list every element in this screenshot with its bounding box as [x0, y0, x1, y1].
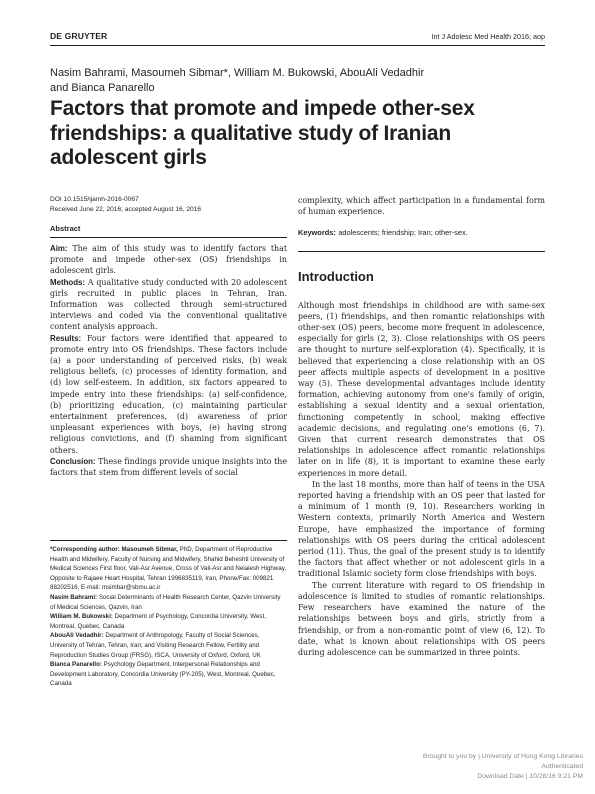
- affiliation-3-name: AbouAli Vedadhir:: [50, 632, 104, 640]
- abstract-rule: [50, 237, 287, 238]
- aim-text: The aim of this study was to identify factors that promote and impede other-sex (OS) friendships in adolescent girls.: [50, 244, 287, 276]
- intro-paragraph-3: The current literature with regard to OS friendship in adolescence is limited to studies of romantic relationships. Few researchers have examined the nature of the relationships between boys and girls, strictly from a friendship, or from a non-romantic point of view (6, 12). To date, what is known about relationships with OS peers during adolescence can be summarized in three points.: [298, 580, 545, 657]
- abstract-conclusion: [50, 456, 287, 478]
- affiliation-2-name: William M. Bukowski:: [50, 613, 113, 621]
- watermark-line-3: Download Date | 10/28/16 9:21 PM: [477, 773, 583, 781]
- abstract-continued: complexity, which affect participation in a fundamental form of human experience.: [298, 196, 545, 217]
- conclusion-text: These findings provide unique insights into the factors that stem from different levels of social: [50, 456, 287, 478]
- footnote-rule: [50, 540, 287, 541]
- received-dates: Received June 22, 2016; accepted August 16, 2016: [50, 206, 202, 213]
- affiliation-3-text: Department of Anthropology, Faculty of Social Sciences, University of Tehran, Tehran, Iran; and Visiting Research Fellow, Fertility and Reproduction Studies Group (FRSG), ISCA, University of Oxford, Oxford, UK: [50, 632, 261, 659]
- footnote-affiliation-2: [50, 612, 287, 631]
- abstract-heading: Abstract: [50, 224, 81, 233]
- footnote-affiliation-3: [50, 631, 287, 660]
- corresponding-text: PhD, Department of Reproductive Health and Midwifery, Faculty of Nursing and Midwifery, Shahid Beheshti University of Medical Sciences First floor, Vali-Asr Avenue, Cross of Vali-Asr and Neiaiesh Highway, Opposite to Rajaee Heart Hospital, Tehran 1996835119, Iran, Phone/Fax: 009821 88202516, E-mail: msimbar@sbmu.ac.ir: [50, 546, 287, 592]
- corresponding-label: *Corresponding author: Masoumeh Sibmar,: [50, 546, 178, 553]
- publisher-name: DE GRUYTER: [50, 31, 108, 41]
- download-watermark: [343, 752, 583, 783]
- introduction-heading: Introduction: [298, 268, 374, 284]
- abstract-results: [50, 333, 287, 456]
- conclusion-label: Conclusion:: [50, 456, 96, 466]
- authors-line-1: Nasim Bahrami, Masoumeh Sibmar*, William M. Bukowski, AbouAli Vedadhir: [50, 67, 425, 79]
- watermark-line-2: Authenticated: [541, 763, 583, 771]
- abstract-aim: [50, 243, 287, 277]
- author-list: [50, 66, 470, 96]
- doi[interactable]: DOI 10.1515/ijamh-2016-0067: [50, 196, 139, 203]
- intro-paragraph-2: In the last 18 months, more than half of teens in the USA reported having a friendship with an OS peer that lasted for a minimum of 1 month (9, 10). Researchers working in Western contexts, primarily North America and Western Europe, have emphasized the importance of forming relationships with OS peers during the critical adolescent period (11). Thus, the goal of the present study is to identify the factors that affect whether or not adolescent girls in a traditional Islamic society form close friendships with boys.: [298, 479, 545, 579]
- footnote-corresponding: [50, 545, 287, 593]
- affiliation-2-text: Department of Psychology, Concordia University, West, Montreal, Quebec, Canada: [50, 613, 266, 630]
- keywords-label: Keywords:: [298, 228, 336, 238]
- article-meta: [50, 195, 290, 215]
- journal-reference: Int J Adolesc Med Health 2016; aop: [431, 32, 545, 41]
- affiliation-4-name: Bianca Panarello:: [50, 661, 102, 669]
- footnote-affiliation-1: [50, 593, 287, 612]
- affiliation-1-name: Nasim Bahrami:: [50, 593, 98, 601]
- affiliation-4-text: Psychology Department, Interpersonal Relationships and Development Laboratory, Concordia University (PY-205), West, Montreal, Quebec, Canada: [50, 661, 276, 688]
- intro-paragraph-1: Although most friendships in childhood are with same-sex peers, (1) friendships, and then romantic relationships with other-sex (OS) peers, become more frequent in adolescence, especially for girls (2, 3). Close relationships with OS peers are thought to nurture self-exploration (4). Specifically, it is believed that experiencing a close relationship with an OS peer affects multiple aspects of development in a positive way (5). These developmental advantages include identity formation, achieving autonomy from one's family of origin, establishing a sexual identity and a sexual orientation, functioning competently in school, making effective academic decisions, and regulating one's emotions (6, 7). Given that current research demonstrates that OS relationships in adolescence affect romantic relationships later on in life (8), it is important to examine these early experiences in more detail.: [298, 300, 545, 478]
- methods-label: Methods:: [50, 277, 86, 287]
- abstract-methods: [50, 277, 287, 333]
- authors-line-2: and Bianca Panarello: [50, 82, 155, 94]
- keywords-rule: [298, 251, 545, 252]
- methods-text: A qualitative study conducted with 20 adolescent girls recruited in public places in Tehran, Iran. Information was collected through semi-structured interviews and coded via the conventional qualitative content analysis approach.: [50, 277, 287, 332]
- footnote-affiliation-4: [50, 660, 287, 689]
- abstract-body: [50, 243, 287, 478]
- header-rule: [50, 45, 545, 46]
- affiliation-1-text: Social Determinants of Health Research Center, Qazvin University of Medical Sciences, Qazvin, Iran: [50, 593, 281, 611]
- aim-label: Aim:: [50, 244, 68, 253]
- results-text: Four factors were identified that appeared to promote entry into OS friendships. These factors include (a) a poor understanding of perceived risks, (b) weak religious beliefs, (c) processes of identity formation, and (d) low self-esteem. In addition, six factors appeared to impede entry into these friendships: (a) self-confidence, (b) prioritizing education, (c) maintaining particular entertainment preferences, (d) awareness of prior unpleasant experiences with boys, (e) having strong religious convictions, and (f) shaming from significant others.: [50, 333, 288, 455]
- paper-title: Factors that promote and impede other-sex friendships: a qualitative study of Iranian adolescent girls: [50, 97, 475, 169]
- keywords-text: adolescents; friendship; Iran; other-sex.: [338, 228, 468, 238]
- results-label: Results:: [50, 333, 82, 343]
- right-column: [298, 195, 545, 658]
- keywords: [298, 227, 545, 238]
- author-footnote: [50, 545, 287, 689]
- watermark-line-1: Brought to you by | University of Hong Kong Libraries: [422, 753, 583, 760]
